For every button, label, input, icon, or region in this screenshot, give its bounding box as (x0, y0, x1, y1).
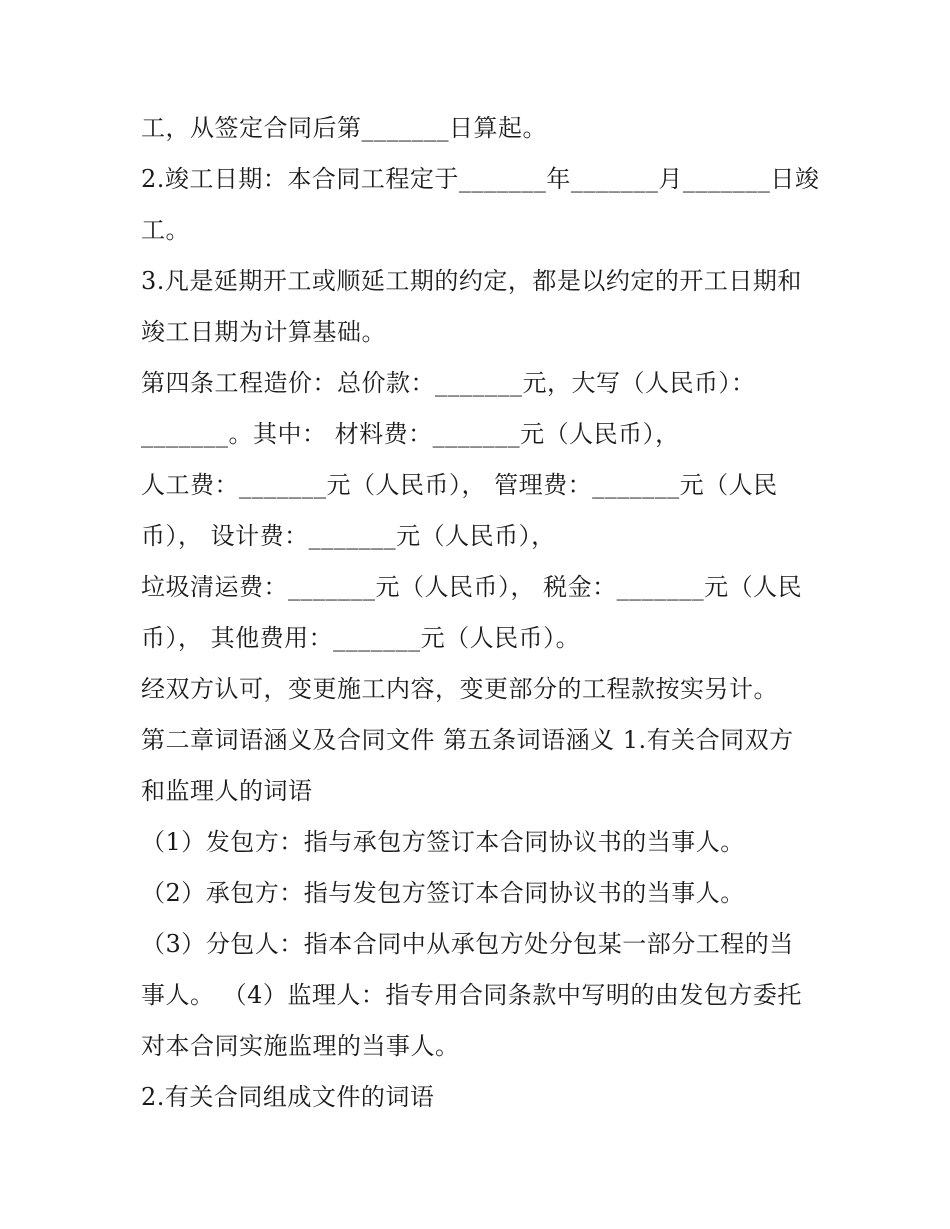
text-line: _______。其中： 材料费：_______元（人民币）， (141, 420, 680, 448)
text-line: 经双方认可，变更施工内容，变更部分的工程款按实另计。 (141, 675, 778, 703)
text-line: 2.竣工日期：本合同工程定于_______年_______月_______日竣 (141, 165, 820, 193)
text-line: （3）分包人：指本合同中从承包方处分包某一部分工程的当 (141, 930, 794, 958)
text-line: 和监理人的词语 (141, 777, 313, 805)
text-line: 工。 (141, 216, 190, 244)
text-line: 事人。 （4）监理人：指专用合同条款中写明的由发包方委托 (141, 981, 802, 1009)
document-body (141, 103, 821, 1123)
text-line: （2）承包方：指与发包方签订本合同协议书的当事人。 (141, 879, 745, 907)
text-line: 币）， 其他费用：_______元（人民币）。 (141, 624, 581, 652)
text-line: 币）， 设计费：_______元（人民币）， (141, 522, 556, 550)
text-line: 对本合同实施监理的当事人。 (141, 1032, 460, 1060)
text-line: 2.有关合同组成文件的词语 (141, 1083, 435, 1111)
text-line: 人工费：_______元（人民币）， 管理费：_______元（人民 (141, 471, 778, 499)
text-line: 竣工日期为计算基础。 (141, 318, 386, 346)
text-line: 工，从签定合同后第_______日算起。 (141, 114, 547, 142)
text-line: （1）发包方：指与承包方签订本合同协议书的当事人。 (141, 828, 745, 856)
text-line: 第二章词语涵义及合同文件 第五条词语涵义 1.有关合同双方 (141, 726, 794, 754)
text-line: 垃圾清运费：_______元（人民币）， 税金：_______元（人民 (141, 573, 803, 601)
text-line: 3.凡是延期开工或顺延工期的约定，都是以约定的开工日期和 (141, 267, 802, 295)
text-line: 第四条工程造价：总价款：_______元，大写（人民币）： (141, 369, 756, 397)
